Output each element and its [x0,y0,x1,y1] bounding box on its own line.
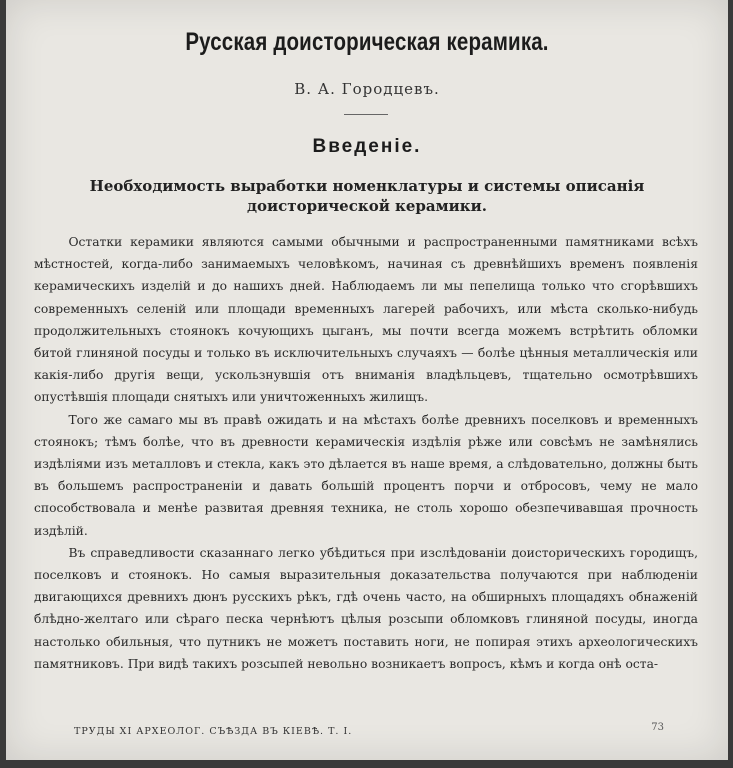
book-page [6,0,728,760]
section-heading: Введеніе. [312,136,422,157]
article-author: В. А. Городцевъ. [294,80,440,98]
title-rule [344,114,388,115]
paragraph: Того же самаго мы въ правѣ ожидать и на мѣстахъ болѣе древнихъ поселковъ и временныхъ стоянокъ; тѣмъ болѣе, что въ древности керамическія издѣлія рѣже или совсѣмъ не замѣнялись издѣліями изъ металловъ и стекла, какъ это дѣлается въ наше время, а слѣдовательно, должны быть въ большемъ распространеніи и давать большій процентъ порчи и отбросовъ, чему не мало способствовала и менѣе развитая древняя техника, не столь хорошо обезпечивавшая прочность издѣлій. [34,412,698,538]
body-text [34,231,698,675]
paragraph: Остатки керамики являются самыми обычными и распространенными памятниками всѣхъ мѣстностей, когда-либо занимаемыхъ человѣкомъ, начиная съ древнѣйшихъ временъ появленія керамическихъ изделій и до нашихъ дней. Наблюдаемъ ли мы пепелища только что сгорѣвшихъ современныхъ селеній или площади временныхъ лагерей рабочихъ, или мѣста сколько-нибудь продолжительныхъ стоянокъ кочующихъ цыганъ, мы почти всегда можемъ встрѣтить обломки битой глиняной посуды и только въ исключительныхъ случаяхъ — болѣе цѣнныя металлическія или какія-либо другія вещи, ускользнувшія отъ вниманія владѣльцевъ, тщательно осмотрѣвшихъ опустѣвшія площади снятыхъ или уничтоженныхъ жилищъ. [34,235,698,405]
article-title: Русская доисторическая керамика. [185,28,549,56]
section-subtitle: Необходимость выработки номенклатуры и системы описанія доисторической керамики. [89,177,645,215]
running-footer: ТРУДЫ XI АРХЕОЛОГ. СЪѢЗДА ВЪ КІЕВѢ. Т. I. [74,726,353,737]
page-number: 73 [651,722,664,733]
paragraph: Въ справедливости сказаннаго легко убѣдиться при изслѣдованіи доисторическихъ городищъ, поселковъ и стоянокъ. Но самыя выразительныя доказательства получаются при наблюденіи двигающихся древнихъ дюнъ русскихъ рѣкъ, гдѣ очень часто, на обширныхъ площадяхъ обнаженій блѣдно-желтаго или сѣраго песка чернѣютъ цѣлыя розсыпи обломковъ глиняной посуды, иногда настолько обильныя, что путникъ не можетъ поставить ноги, не попирая этихъ археологическихъ памятниковъ. При видѣ такихъ розсыпей невольно возникаетъ вопросъ, кѣмъ и когда онѣ оста- [34,545,698,671]
